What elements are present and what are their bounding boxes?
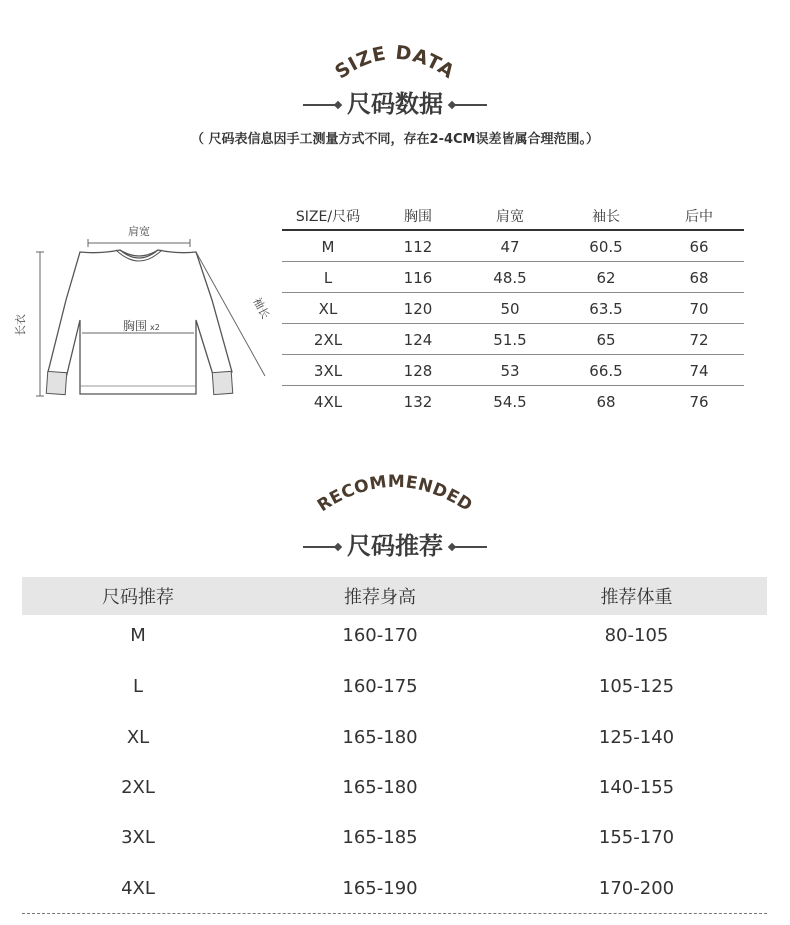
header-cell: 推荐体重: [600, 587, 673, 608]
table-cell: 140-155: [598, 776, 675, 798]
table-cell: 105-125: [598, 675, 675, 697]
table-cell: 72: [689, 330, 709, 349]
table-cell: 76: [689, 392, 709, 411]
table-row: [22, 772, 767, 802]
table-cell: 4XL: [313, 392, 343, 411]
table-row: [22, 671, 767, 701]
header-cell: SIZE/尺码: [295, 209, 361, 225]
table-cell: 65: [596, 330, 616, 349]
table-cell: M: [130, 624, 146, 646]
table-cell: 51.5: [493, 330, 527, 349]
header-cell: 推荐身高: [344, 587, 416, 608]
chest-suffix: x2: [150, 323, 160, 332]
table-cell: 68: [689, 268, 709, 287]
table-cell: 132: [403, 392, 433, 411]
table-cell: 70: [689, 299, 709, 318]
table-cell: 124: [403, 330, 433, 349]
header-cell: 胸围: [404, 209, 432, 225]
sleeve-label: 袖长: [250, 295, 272, 322]
table-cell: 165-180: [342, 776, 418, 798]
table-cell: M: [321, 237, 335, 256]
table-cell: XL: [126, 726, 150, 748]
chest-label: 胸围: [123, 319, 148, 333]
measurement-note: （ 尺码表信息因手工测量方式不同，存在2-4CM误差皆属合理范围。）: [191, 132, 599, 147]
table-cell: 50: [500, 299, 520, 318]
recommended-table-header: [22, 577, 767, 615]
bottom-dashed-divider: [22, 913, 767, 914]
table-cell: 128: [403, 361, 433, 380]
recommended-title-text: 尺码推荐: [347, 532, 443, 560]
recommended-arc-text: RECOMMENDED: [314, 471, 476, 517]
header-cell: 后中: [685, 209, 713, 225]
header-cell: 肩宽: [496, 209, 524, 225]
table-row: [22, 873, 767, 903]
table-cell: 48.5: [493, 268, 527, 287]
header-cell: 尺码推荐: [102, 587, 174, 608]
table-cell: 60.5: [589, 237, 623, 256]
table-cell: 74: [689, 361, 709, 380]
table-row: [22, 722, 767, 752]
table-cell: 170-200: [598, 877, 675, 899]
header-cell: 袖长: [592, 209, 620, 225]
table-cell: 47: [500, 237, 520, 256]
table-cell: 80-105: [604, 624, 669, 646]
length-label: 长衣: [14, 314, 27, 336]
table-cell: 116: [403, 268, 433, 287]
table-cell: 160-170: [342, 624, 418, 646]
table-cell: 165-190: [342, 877, 418, 899]
table-cell: 62: [596, 268, 616, 287]
recommended-title: [0, 526, 790, 561]
table-cell: 2XL: [121, 776, 155, 798]
table-cell: 68: [596, 392, 616, 411]
table-cell: 3XL: [121, 826, 155, 848]
title-dash-left: [303, 546, 339, 548]
table-cell: 155-170: [598, 826, 675, 848]
size-data-arc-text: SIZE DATA: [331, 41, 459, 84]
table-cell: 120: [403, 299, 433, 318]
table-cell: 2XL: [313, 330, 343, 349]
table-row: [22, 822, 767, 852]
table-cell: 160-175: [342, 675, 418, 697]
table-cell: L: [323, 268, 333, 287]
table-cell: 125-140: [598, 726, 675, 748]
size-data-title-text: 尺码数据: [347, 90, 443, 118]
title-dash-right: [451, 546, 487, 548]
table-cell: XL: [318, 299, 338, 318]
table-cell: 165-185: [342, 826, 418, 848]
table-cell: 66.5: [589, 361, 623, 380]
shoulder-label: 肩宽: [128, 225, 150, 238]
table-row: [22, 620, 767, 650]
svg-text:RECOMMENDED: [314, 472, 476, 516]
table-cell: 3XL: [313, 361, 343, 380]
table-cell: L: [132, 675, 144, 697]
table-cell: 54.5: [493, 392, 527, 411]
table-cell: 165-180: [342, 726, 418, 748]
table-cell: 63.5: [589, 299, 623, 318]
table-cell: 112: [403, 237, 433, 256]
table-cell: 4XL: [121, 877, 155, 899]
table-cell: 53: [500, 361, 520, 380]
table-cell: 66: [689, 237, 709, 256]
